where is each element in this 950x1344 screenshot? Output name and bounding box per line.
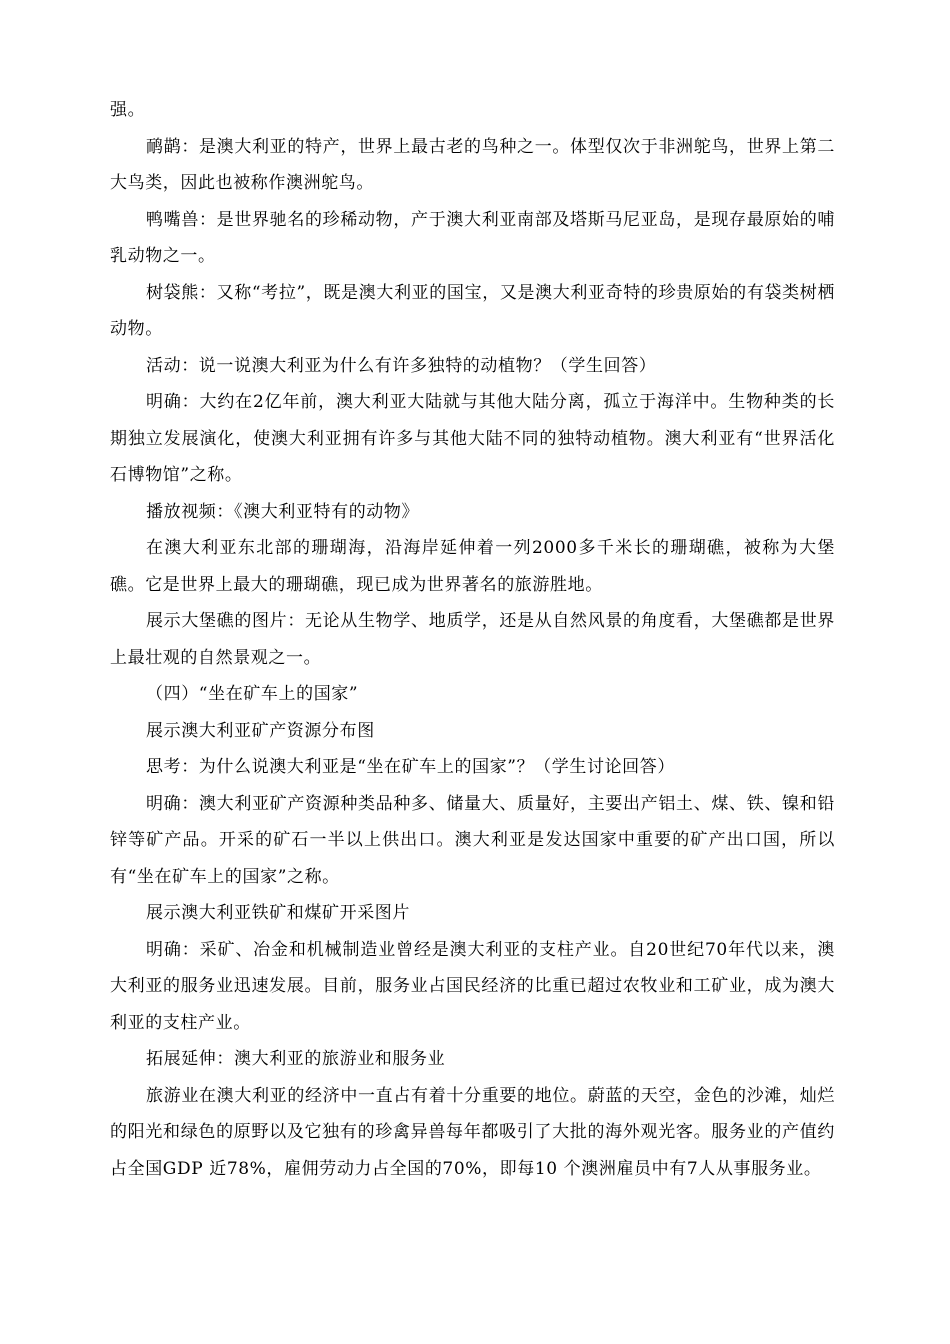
paragraph-mineral-map: 展示澳大利亚矿产资源分布图 (146, 720, 375, 741)
paragraph-video: 播放视频：《澳大利亚特有的动物》 (146, 501, 420, 522)
paragraph-extension: 拓展延伸：澳大利亚的旅游业和服务业 (146, 1049, 446, 1069)
paragraph-0: 强。 (110, 100, 146, 120)
paragraph-tourism: 旅游业在澳大利亚的经济中一直占有着十分重要的地位。蔚蓝的天空，金色的沙滩，灿烂的阳光和绿色的原野以及它独有的珍禽异兽每年都吸引了大批的海外观光客。服务业的产值约占全国GDP 近78%，雇佣劳动力占全国的70%，即每10 个澳洲雇员中有7人从事服务业。 (110, 1085, 835, 1179)
paragraph-emu: 鸸鹋：是澳大利亚的特产，世界上最古老的鸟种之一。体型仅次于非洲鸵鸟，世界上第二大鸟类，因此也被称作澳洲鸵鸟。 (110, 136, 835, 193)
document-page (110, 92, 835, 1187)
paragraph-clarify-minerals: 明确：澳大利亚矿产资源种类品种多、储量大、质量好，主要出产铝土、煤、铁、镍和铅锌等矿产品。开采的矿石一半以上供出口。澳大利亚是发达国家中重要的矿产出口国，所以有“坐在矿车上的国家”之称。 (110, 793, 835, 887)
paragraph-reef-pictures: 展示大堡礁的图片：无论从生物学、地质学，还是从自然风景的角度看，大堡礁都是世界上最壮观的自然景观之一。 (110, 611, 835, 668)
paragraph-clarify-isolation: 明确：大约在2亿年前，澳大利亚大陆就与其他大陆分离，孤立于海洋中。生物种类的长期独立发展演化，使澳大利亚拥有许多与其他大陆不同的独特动植物。澳大利亚有“世界活化石博物馆”之称。 (110, 392, 835, 485)
paragraph-think: 思考：为什么说澳大利亚是“坐在矿车上的国家”？（学生讨论回答） (146, 757, 675, 777)
paragraph-great-barrier-reef: 在澳大利亚东北部的珊瑚海，沿海岸延伸着一列2000多千米长的珊瑚礁，被称为大堡礁。它是世界上最大的珊瑚礁，现已成为世界著名的旅游胜地。 (110, 538, 835, 595)
paragraph-activity: 活动：说一说澳大利亚为什么有许多独特的动植物？（学生回答） (146, 355, 657, 376)
paragraph-platypus: 鸭嘴兽：是世界驰名的珍稀动物，产于澳大利亚南部及塔斯马尼亚岛，是现存最原始的哺乳动物之一。 (110, 209, 835, 266)
paragraph-koala: 树袋熊：又称“考拉”，既是澳大利亚的国宝，又是澳大利亚奇特的珍贵原始的有袋类树栖动物。 (110, 282, 835, 339)
paragraph-mining-pictures: 展示澳大利亚铁矿和煤矿开采图片 (146, 903, 410, 923)
paragraph-clarify-industry: 明确：采矿、冶金和机械制造业曾经是澳大利亚的支柱产业。自20世纪70年代以来，澳大利亚的服务业迅速发展。目前，服务业占国民经济的比重已超过农牧业和工矿业，成为澳大利亚的支柱产业。 (110, 939, 835, 1033)
section-heading-mining: （四）“坐在矿车上的国家” (146, 684, 359, 704)
